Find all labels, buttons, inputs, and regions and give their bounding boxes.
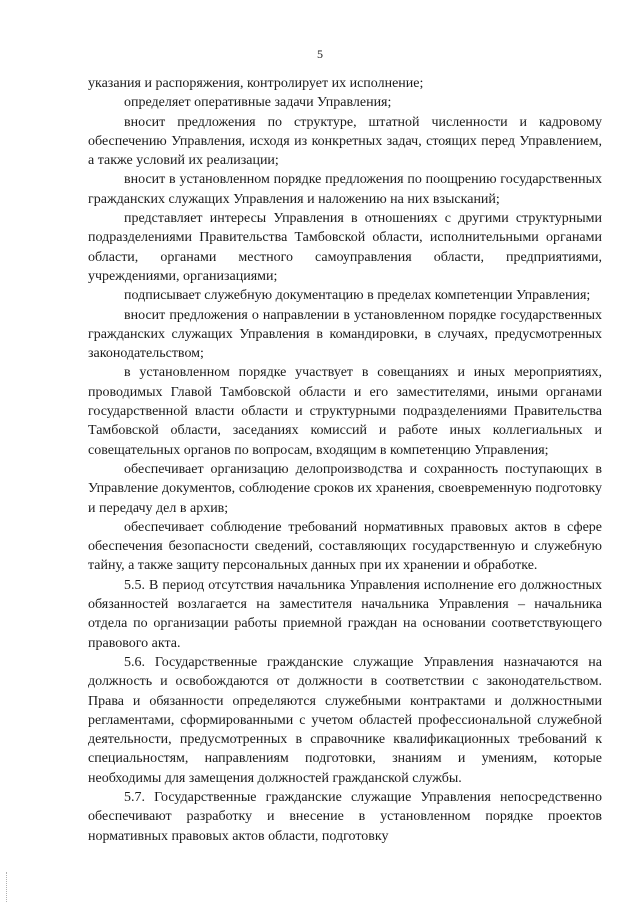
- paragraph: вносит в установленном порядке предложения по поощрению государственных гражданских служащих Управления и наложению на них взысканий;: [88, 172, 602, 207]
- paragraph-continuation: указания и распоряжения, контролирует их исполнение;: [88, 76, 424, 91]
- paragraph: обеспечивает организацию делопроизводства и сохранность поступающих в Управление документов, соблюдение сроков их хранения, своевременную подготовку и передачу дел в архив;: [88, 461, 602, 516]
- clause-5-6: 5.6. Государственные гражданские служащие Управления назначаются на должность и освобождаются от должности в соответствии с законодательством. Права и обязанности определяются служебными контрактами и должностными регламентами, сформированными с учетом областей профессиональной служебной деятельности, предусмотренных в справочнике квалификационных требований к специальностям, направлениям подготовки, знаниям и умениям, которые необходимы для замещения должностей гражданской службы.: [88, 654, 602, 786]
- paragraph: обеспечивает соблюдение требований нормативных правовых актов в сфере обеспечения безопасности сведений, составляющих государственную и служебную тайну, а также защиту персональных данных при их хранении и обработке.: [88, 519, 602, 574]
- paragraph: в установленном порядке участвует в совещаниях и иных мероприятиях, проводимых Главой Тамбовской области и его заместителями, иными органами государственной власти области и структурными подразделениями Правительства Тамбовской области, заседаниях комиссий и работе иных коллегиальных и совещательных органов по вопросам, входящим в компетенцию Управления;: [88, 365, 602, 458]
- clause-5-7: 5.7. Государственные гражданские служащие Управления непосредственно обеспечивают разработку и внесение в установленном порядке проектов нормативных правовых актов области, подготовку: [88, 789, 602, 844]
- document-body: [88, 74, 602, 846]
- paragraph: представляет интересы Управления в отношениях с другими структурными подразделениями Правительства Тамбовской области, исполнительными органами области, органами местного самоуправления области, предприятиями, учреждениями, организациями;: [88, 211, 602, 284]
- page-number: 5: [317, 47, 323, 61]
- paragraph: подписывает служебную документацию в пределах компетенции Управления;: [124, 288, 591, 304]
- scan-edge-mark: [6, 872, 8, 902]
- paragraph: вносит предложения по структуре, штатной численности и кадровому обеспечению Управления, исходя из конкретных задач, стоящих перед Управлением, а также условий их реализации;: [88, 114, 602, 169]
- clause-5-5: 5.5. В период отсутствия начальника Управления исполнение его должностных обязанностей возлагается на заместителя начальника Управления – начальника отдела по организации работы приемной граждан на основании соответствующего правового акта.: [88, 577, 602, 651]
- paragraph: определяет оперативные задачи Управления;: [124, 95, 392, 111]
- paragraph: вносит предложения о направлении в установленном порядке государственных гражданских служащих Управления в командировки, в случаях, предусмотренных законодательством;: [88, 307, 602, 362]
